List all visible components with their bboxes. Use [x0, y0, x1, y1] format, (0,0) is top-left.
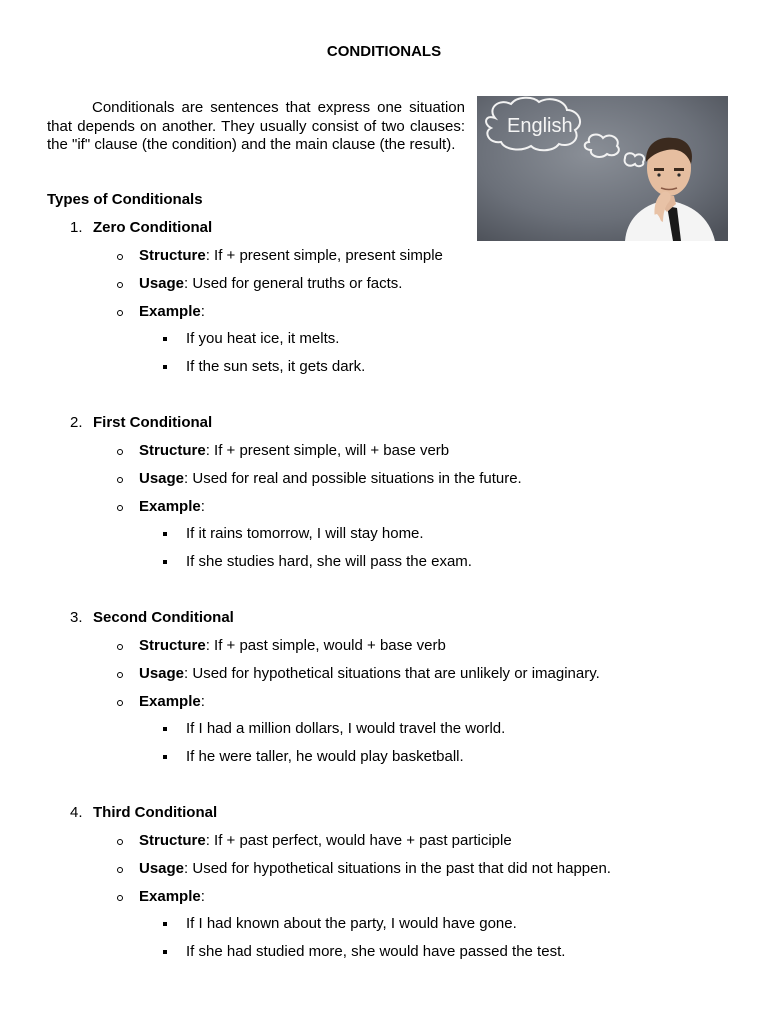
english-chalkboard-image [477, 96, 728, 241]
example-line: Example: [139, 693, 205, 710]
circle-bullet-icon [117, 254, 123, 260]
circle-bullet-icon [117, 700, 123, 706]
usage-line-label: Usage [139, 665, 185, 682]
example-line-label: Example [139, 303, 201, 320]
circle-bullet-icon [117, 505, 123, 511]
intro-paragraph: Conditionals are sentences that express one situation that depends on another. They usually consist of two clauses: the "if" clause (the condition) and the main clause (the result). [47, 99, 465, 153]
square-bullet-icon [163, 727, 167, 731]
example-line: Example: [139, 888, 205, 905]
structure-line: Structure: If + present simple, will + base verb [139, 442, 450, 459]
square-bullet-icon [163, 950, 167, 954]
circle-bullet-icon [117, 672, 123, 678]
usage-line: Usage: Used for hypothetical situations that are unlikely or imaginary. [139, 665, 600, 682]
usage-line-label: Usage [139, 470, 185, 487]
example-line-label: Example [139, 888, 201, 905]
square-bullet-icon [163, 755, 167, 759]
circle-bullet-icon [117, 839, 123, 845]
section-number: 4. [70, 804, 83, 821]
example-sentence: If he were taller, he would play basketball. [186, 748, 464, 765]
circle-bullet-icon [117, 282, 123, 288]
example-line-label: Example [139, 498, 201, 515]
example-sentence: If I had known about the party, I would have gone. [186, 915, 517, 932]
example-sentence: If she had studied more, she would have passed the test. [186, 943, 566, 960]
section-number: 2. [70, 414, 83, 431]
usage-line: Usage: Used for general truths or facts. [139, 275, 403, 292]
usage-line: Usage: Used for real and possible situations in the future. [139, 470, 522, 487]
circle-bullet-icon [117, 477, 123, 483]
usage-line-label: Usage [139, 275, 185, 292]
usage-line: Usage: Used for hypothetical situations in the past that did not happen. [139, 860, 611, 877]
structure-line-label: Structure [139, 442, 206, 459]
example-sentence: If you heat ice, it melts. [186, 330, 340, 347]
structure-line-label: Structure [139, 832, 206, 849]
circle-bullet-icon [117, 895, 123, 901]
example-line-label: Example [139, 693, 201, 710]
usage-line-label: Usage [139, 860, 185, 877]
square-bullet-icon [163, 560, 167, 564]
example-sentence: If it rains tomorrow, I will stay home. [186, 525, 424, 542]
example-sentence: If the sun sets, it gets dark. [186, 358, 366, 375]
section-title: Third Conditional [93, 804, 218, 821]
structure-line: Structure: If + present simple, present simple [139, 247, 443, 264]
example-line: Example: [139, 498, 205, 515]
circle-bullet-icon [117, 644, 123, 650]
structure-line: Structure: If + past simple, would + base verb [139, 637, 446, 654]
structure-line-label: Structure [139, 637, 206, 654]
circle-bullet-icon [117, 449, 123, 455]
square-bullet-icon [163, 922, 167, 926]
circle-bullet-icon [117, 310, 123, 316]
section-title: First Conditional [93, 414, 213, 431]
circle-bullet-icon [117, 867, 123, 873]
example-sentence: If she studies hard, she will pass the exam. [186, 553, 472, 570]
structure-line-label: Structure [139, 247, 206, 264]
section-number: 3. [70, 609, 83, 626]
section-number: 1. [70, 219, 83, 236]
section-title: Zero Conditional [93, 219, 213, 236]
document-title: CONDITIONALS [326, 43, 442, 60]
structure-line: Structure: If + past perfect, would have + past participle [139, 832, 512, 849]
bubble-text: English [507, 115, 573, 137]
square-bullet-icon [163, 532, 167, 536]
square-bullet-icon [163, 365, 167, 369]
example-line: Example: [139, 303, 205, 320]
types-heading: Types of Conditionals [47, 191, 203, 208]
section-title: Second Conditional [93, 609, 234, 626]
square-bullet-icon [163, 337, 167, 341]
example-sentence: If I had a million dollars, I would travel the world. [186, 720, 506, 737]
